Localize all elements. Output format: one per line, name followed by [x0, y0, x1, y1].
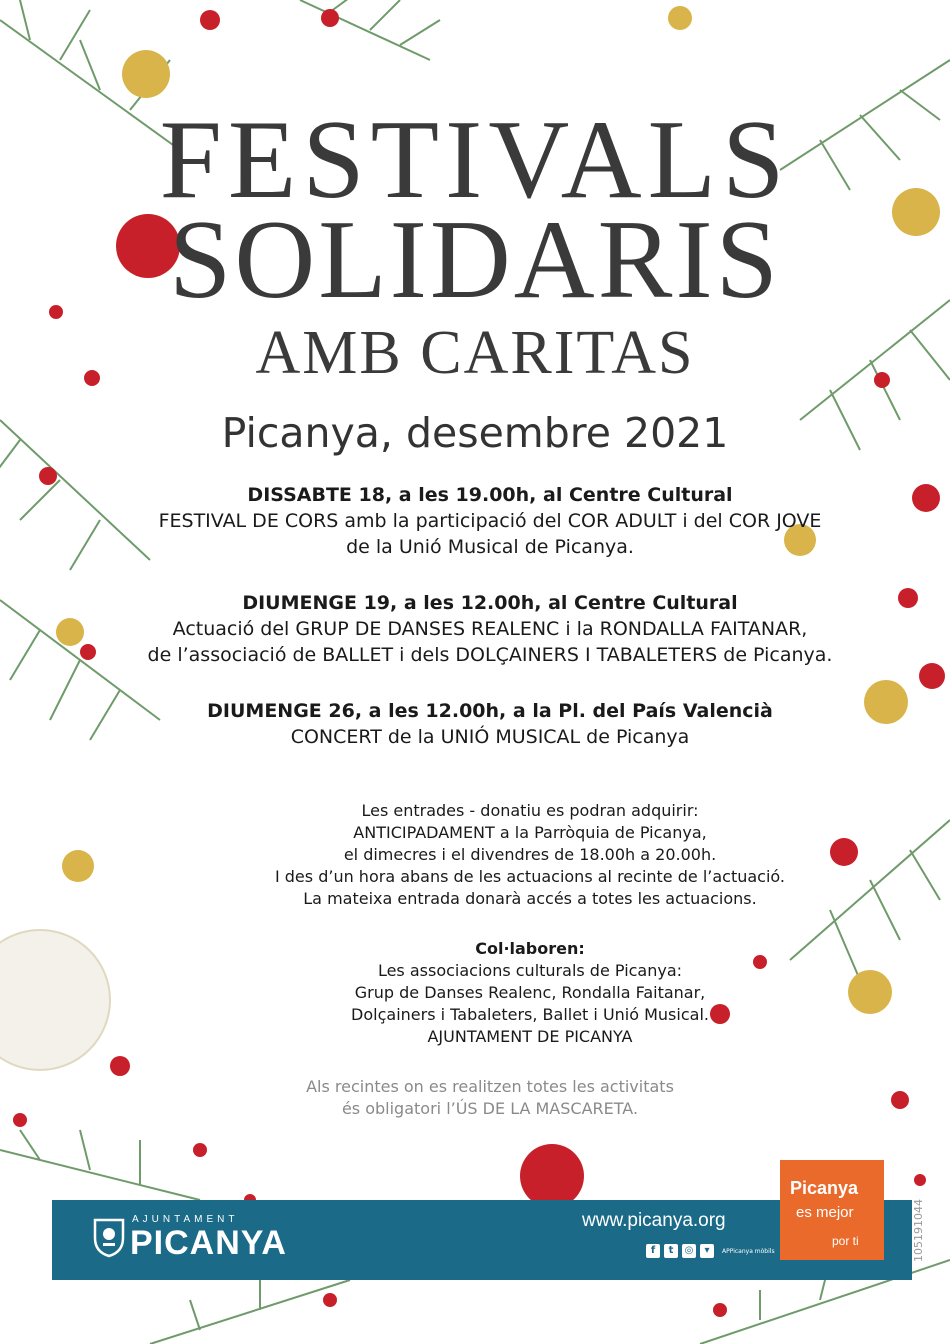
- website-link[interactable]: www.picanya.org: [582, 1210, 726, 1231]
- twitter-icon[interactable]: t: [664, 1244, 678, 1258]
- facebook-icon[interactable]: f: [646, 1244, 660, 1258]
- app-label: APPicanya mòbils: [722, 1247, 775, 1255]
- ticket-line: Les entrades - donatiu es podran adquirir:: [361, 801, 699, 820]
- ticket-line: I des d’un hora abans de les actuacions al recinte de l’actuació.: [274, 867, 786, 886]
- event-1: [0, 482, 950, 560]
- ticket-info: [0, 800, 950, 910]
- collaborator-line: Grup de Danses Realenc, Rondalla Faitanar,: [354, 983, 706, 1002]
- badge-line-1: Picanya: [790, 1178, 859, 1198]
- collaborator-line: Dolçainers i Tabaleters, Ballet i Unió Musical.: [351, 1005, 709, 1024]
- event-1-heading: DISSABTE 18, a les 19.00h, al Centre Cultural: [247, 484, 733, 506]
- social-icons: [646, 1242, 775, 1260]
- ticket-line: La mateixa entrada donarà accés a totes les actuacions.: [303, 889, 757, 908]
- event-1-line-2: de la Unió Musical de Picanya.: [346, 536, 634, 558]
- town-crest-icon: [92, 1216, 126, 1258]
- ticket-line: ANTICIPADAMENT a la Parròquia de Picanya,: [353, 823, 707, 842]
- collaborator-line: Les associacions culturals de Picanya:: [377, 961, 683, 980]
- title-line-1: FESTIVALS: [159, 98, 791, 222]
- event-3-line-1: CONCERT de la UNIÓ MUSICAL de Picanya: [290, 726, 690, 748]
- event-2-heading: DIUMENGE 19, a les 12.00h, al Centre Cultural: [242, 592, 738, 614]
- event-2-line-2: de l’associació de BALLET i dels DOLÇAINERS I TABALETERS de Picanya.: [147, 644, 833, 666]
- badge-line-2: es mejor: [796, 1204, 854, 1221]
- title-line-2: SOLIDARIS: [169, 198, 781, 322]
- title-line-3: AMB CARITAS: [255, 319, 695, 387]
- ajuntament-logo: [92, 1212, 292, 1268]
- mask-notice-line: és obligatori l’ÚS DE LA MASCARETA.: [341, 1099, 639, 1118]
- app-icon[interactable]: ▾: [700, 1244, 714, 1258]
- town-name: PICANYA: [130, 1224, 287, 1262]
- mask-notice: [0, 1076, 950, 1120]
- collaborator-line: AJUNTAMENT DE PICANYA: [427, 1027, 633, 1046]
- event-1-line-1: FESTIVAL DE CORS amb la participació del COR ADULT i del COR JOVE: [158, 510, 822, 532]
- badge-line-3: por ti: [832, 1234, 859, 1248]
- event-2-line-1: Actuació del GRUP DE DANSES REALENC i la RONDALLA FAITANAR,: [172, 618, 808, 640]
- ticket-line: el dimecres i el divendres de 18.00h a 20.00h.: [343, 845, 717, 864]
- print-code: 105191044: [912, 1199, 925, 1262]
- place-date: Picanya, desembre 2021: [221, 409, 729, 457]
- picanya-es-mejor-badge: [780, 1160, 884, 1260]
- event-2: [0, 590, 950, 668]
- event-3: [0, 698, 950, 750]
- instagram-icon[interactable]: ◎: [682, 1244, 696, 1258]
- collaborators-heading: Col·laboren:: [475, 939, 585, 958]
- mask-notice-line: Als recintes on es realitzen totes les activitats: [306, 1077, 674, 1096]
- ajuntament-label: AJUNTAMENT: [132, 1214, 239, 1225]
- event-3-heading: DIUMENGE 26, a les 12.00h, a la Pl. del País Valencià: [207, 700, 773, 722]
- collaborators: [0, 938, 950, 1048]
